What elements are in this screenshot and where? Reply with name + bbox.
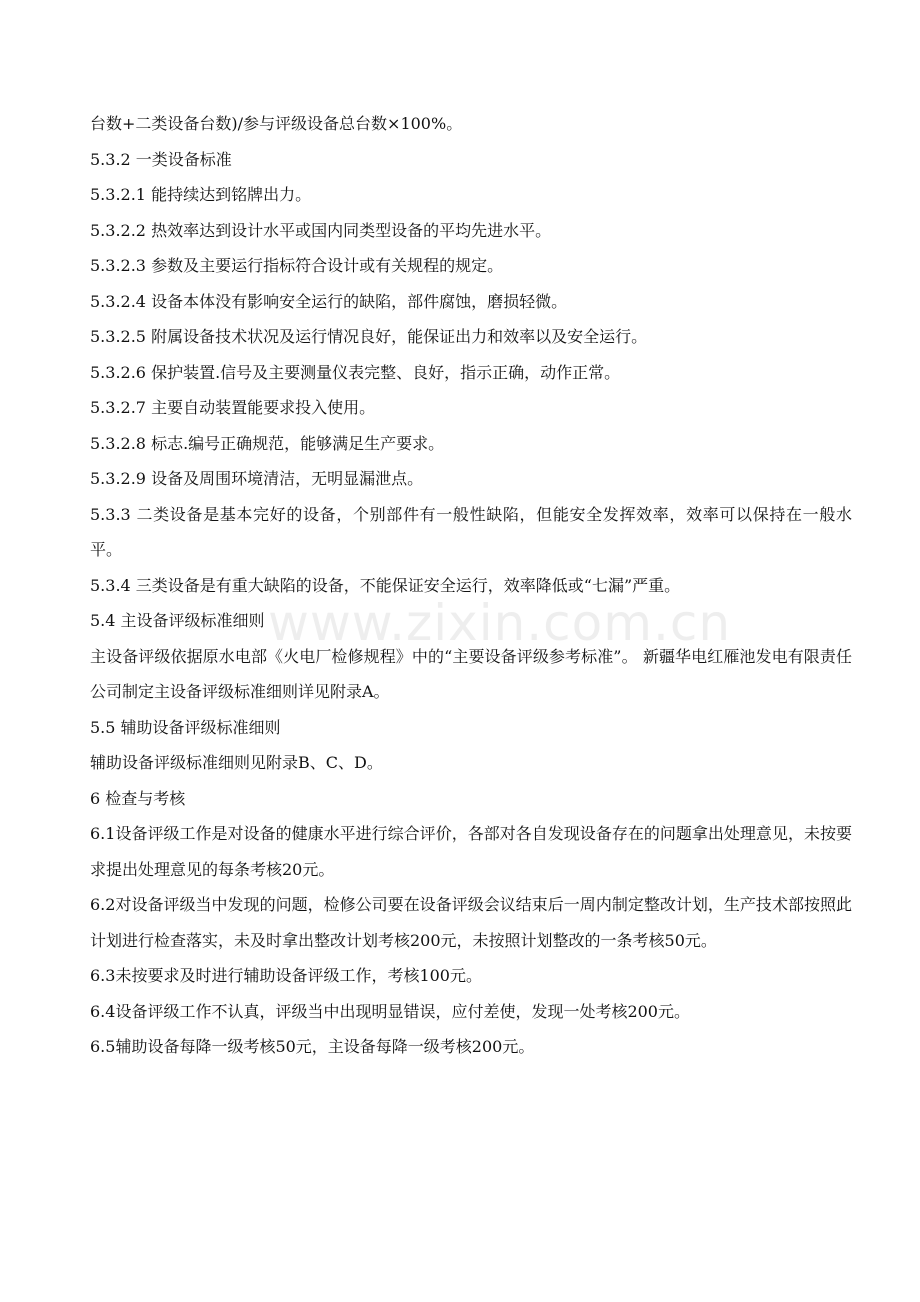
- item-5-3-2-4: 5.3.2.4 设备本体没有影响安全运行的缺陷，部件腐蚀，磨损轻微。: [90, 291, 568, 311]
- item-5-3-3: 5.3.3 二类设备是基本完好的设备，个别部件有一般性缺陷，但能安全发挥效率，效率可以保持在一般水平。: [90, 504, 852, 559]
- item-5-3-2-8: 5.3.2.8 标志.编号正确规范，能够满足生产要求。: [90, 433, 445, 453]
- item-5-3-4: 5.3.4 三类设备是有重大缺陷的设备，不能保证安全运行，效率降低或“七漏”严重。: [90, 575, 681, 595]
- heading-5-3-2: 5.3.2 一类设备标准: [90, 149, 232, 169]
- item-6-2: 6.2对设备评级当中发现的问题，检修公司要在设备评级会议结束后一周内制定整改计划，生产技术部按照此计划进行检查落实，未及时拿出整改计划考核200元，未按照计划整改的一条考核50元。: [90, 895, 852, 950]
- item-5-3-2-2: 5.3.2.2 热效率达到设计水平或国内同类型设备的平均先进水平。: [90, 220, 552, 240]
- item-5-3-2-7: 5.3.2.7 主要自动装置能要求投入使用。: [90, 398, 376, 417]
- item-5-3-2-1: 5.3.2.1 能持续达到铭牌出力。: [90, 185, 312, 204]
- item-6-4: 6.4设备评级工作不认真，评级当中出现明显错误，应付差使，发现一处考核200元。: [90, 1001, 690, 1021]
- item-5-3-2-6: 5.3.2.6 保护装置.信号及主要测量仪表完整、良好，指示正确，动作正常。: [90, 362, 621, 382]
- item-5-3-2-3: 5.3.2.3 参数及主要运行指标符合设计或有关规程的规定。: [90, 256, 504, 275]
- paragraph-5-5-body: 辅助设备评级标准细则见附录B、C、D。: [90, 753, 383, 772]
- paragraph-5-4-body: 主设备评级依据原水电部《火电厂检修规程》中的“主要设备评级参考标准”。 新疆华电红雁池发电有限责任公司制定主设备评级标准细则详见附录A。: [90, 646, 852, 701]
- heading-5-4: 5.4 主设备评级标准细则: [90, 611, 265, 630]
- document-body: [90, 106, 852, 1065]
- item-5-3-2-5: 5.3.2.5 附属设备技术状况及运行情况良好，能保证出力和效率以及安全运行。: [90, 327, 648, 346]
- item-6-3: 6.3未按要求及时进行辅助设备评级工作，考核100元。: [90, 966, 482, 985]
- item-6-5: 6.5辅助设备每降一级考核50元，主设备每降一级考核200元。: [90, 1037, 535, 1056]
- heading-6: 6 检查与考核: [90, 788, 186, 808]
- watermark: www.zixin.com.cn: [268, 594, 732, 652]
- item-6-1: 6.1设备评级工作是对设备的健康水平进行综合评价，各部对各自发现设备存在的问题拿出处理意见，未按要求提出处理意见的每条考核20元。: [90, 824, 852, 879]
- item-5-3-2-9: 5.3.2.9 设备及周围环境清洁，无明显漏泄点。: [90, 469, 424, 488]
- paragraph-formula-tail: 台数+二类设备台数)/参与评级设备总台数×100%。: [90, 114, 463, 133]
- heading-5-5: 5.5 辅助设备评级标准细则: [90, 717, 281, 737]
